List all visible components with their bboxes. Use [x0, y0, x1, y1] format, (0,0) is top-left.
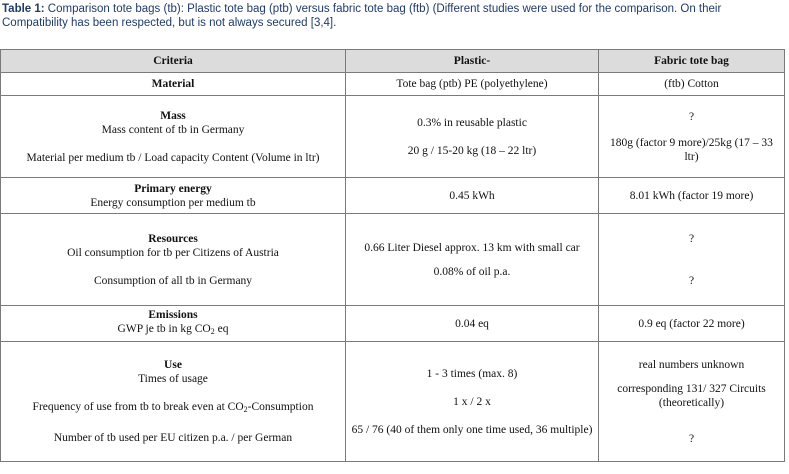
emissions-row [1, 306, 785, 342]
use-title: Use [164, 359, 182, 371]
emissions-criteria [1, 306, 346, 342]
use-criteria [1, 342, 346, 462]
resources-row2-plastic: 0.08% of oil p.a. [433, 265, 511, 278]
mass-row [1, 96, 785, 178]
use-row3-plastic: 65 / 76 (40 of them only one time used, 36 multiple) [351, 423, 593, 436]
header-plastic: Plastic- [346, 50, 599, 73]
mass-fabric [599, 96, 785, 178]
resources-plastic [346, 214, 599, 306]
use-row3-fabric: ? [688, 432, 695, 445]
caption-text: Comparison tote bags (tb): Plastic tote bag (ptb) versus fabric tote bag (ftb) (Different studies were used for the comparison. On their Compatibility has been respected, but is not always secured [3,4]. [2, 3, 722, 29]
mass-row2-fabric: 180g (factor 9 more)/25kg (17 – 33 ltr) [610, 136, 773, 163]
resources-row [1, 214, 785, 306]
comparison-table [0, 49, 785, 462]
table-caption [2, 2, 786, 30]
emissions-fabric: 0.9 eq (factor 22 more) [599, 306, 785, 342]
material-row [1, 73, 785, 96]
resources-row2-label: Consumption of all tb in Germany [93, 274, 253, 287]
use-row [1, 342, 785, 462]
use-row3-label: Number of tb used per EU citizen p.a. / per German [53, 432, 293, 444]
mass-row1-plastic: 0.3% in reusable plastic [417, 116, 527, 129]
header-row [1, 50, 785, 73]
use-row1-plastic: 1 - 3 times (max. 8) [426, 367, 518, 380]
mass-row2-label: Material per medium tb / Load capacity Content (Volume in ltr) [26, 151, 320, 164]
mass-row1-fabric: ? [688, 110, 695, 123]
use-row2-plastic: 1 x / 2 x [453, 395, 491, 408]
resources-title: Resources [148, 232, 198, 245]
mass-row1-label: Mass content of tb in Germany [101, 123, 245, 136]
energy-title: Primary energy [134, 182, 212, 195]
resources-row1-label: Oil consumption for tb per Citizens of Austria [67, 246, 279, 259]
mass-title: Mass [160, 109, 186, 122]
resources-criteria [1, 214, 346, 306]
material-fabric: (ftb) Cotton [599, 73, 785, 96]
mass-plastic [346, 96, 599, 178]
use-plastic [346, 342, 599, 462]
energy-criteria [1, 178, 346, 214]
mass-criteria [1, 96, 346, 178]
use-row2-fabric: corresponding 131/ 327 Circuits (theoretically) [617, 382, 766, 409]
material-label: Material [1, 73, 346, 96]
energy-plastic: 0.45 kWh [346, 178, 599, 214]
header-criteria: Criteria [1, 50, 346, 73]
resources-row2-fabric: ? [688, 274, 695, 287]
use-row1-fabric: real numbers unknown [638, 358, 745, 371]
mass-row2-plastic: 20 g / 15-20 kg (18 – 22 ltr) [407, 144, 537, 157]
emissions-plastic: 0.04 eq [346, 306, 599, 342]
header-fabric: Fabric tote bag [599, 50, 785, 73]
resources-row1-fabric: ? [688, 232, 695, 245]
emissions-title: Emissions [148, 309, 198, 321]
energy-row [1, 178, 785, 214]
caption-label: Table 1: [2, 3, 45, 15]
energy-fabric: 8.01 kWh (factor 19 more) [599, 178, 785, 214]
use-row2-label: Frequency of use from tb to break even at $CO_2$-Consumption [32, 401, 314, 414]
energy-label: Energy consumption per medium tb [90, 196, 256, 209]
use-row1-label: Times of usage [138, 373, 208, 385]
emissions-label: GWP je tb in kg $CO_2$ eq [117, 323, 229, 336]
material-plastic: Tote bag (ptb) PE (polyethylene) [346, 73, 599, 96]
resources-row1-plastic: 0.66 Liter Diesel approx. 13 km with small car [364, 241, 580, 254]
use-fabric [599, 342, 785, 462]
resources-fabric [599, 214, 785, 306]
